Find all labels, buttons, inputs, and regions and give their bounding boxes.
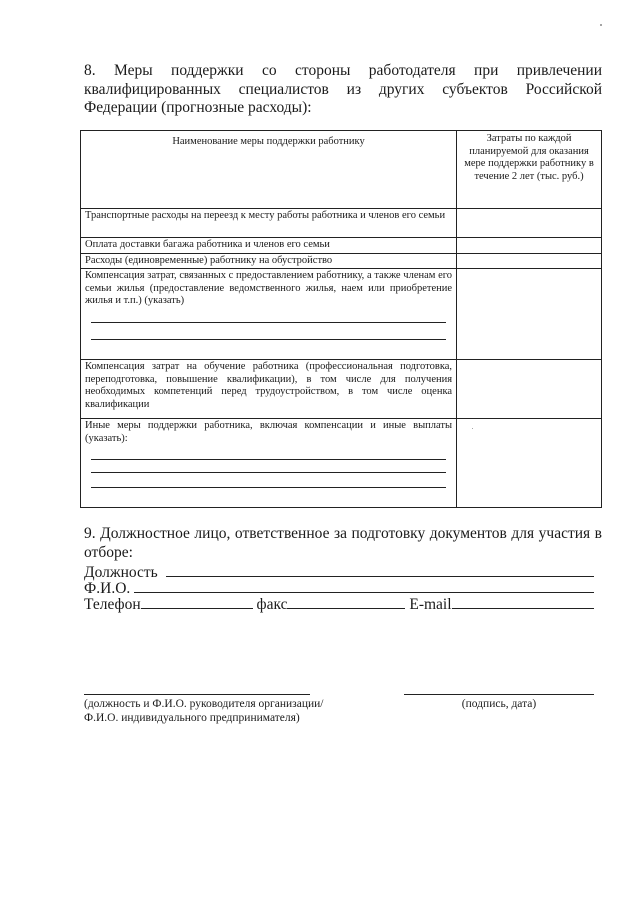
scan-speck bbox=[600, 24, 602, 26]
row-baggage: Оплата доставки багажа работника и членов его семьи bbox=[81, 238, 457, 254]
table-row bbox=[81, 269, 602, 360]
cost-cell[interactable] bbox=[457, 253, 602, 269]
cost-cell[interactable] bbox=[457, 419, 602, 508]
blank-line[interactable] bbox=[91, 449, 446, 460]
email-label: E-mail bbox=[409, 596, 452, 613]
phone-label: Телефон bbox=[84, 596, 141, 613]
fio-label: Ф.И.О. bbox=[84, 580, 131, 597]
row-other bbox=[81, 419, 457, 508]
header-measure-name: Наименование меры поддержки работнику bbox=[81, 131, 457, 209]
row-transport: Транспортные расходы на переезд к месту работы работника и членов его семьи bbox=[81, 209, 457, 238]
table-row bbox=[81, 253, 602, 269]
fax-field[interactable] bbox=[287, 594, 405, 609]
support-measures-table bbox=[80, 130, 602, 508]
row-housing bbox=[81, 269, 457, 360]
table-row bbox=[81, 238, 602, 254]
table-row bbox=[81, 209, 602, 238]
cost-cell[interactable] bbox=[457, 269, 602, 360]
section-9-heading: 9. Должностное лицо, ответственное за подготовку документов для участия в отборе: bbox=[84, 525, 602, 561]
row-housing-text: Компенсация затрат, связанных с предоставлением работнику, а также членам его семьи жилья (предоставление ведомственного жилья, наем или приобретение жилья и т.п.) (указать) bbox=[85, 270, 453, 306]
head-caption: (должность и Ф.И.О. руководителя организации/ Ф.И.О. индивидуального предпринимателя) bbox=[84, 698, 324, 724]
row-other-text: Иные меры поддержки работника, включая компенсации и иные выплаты (указать): bbox=[85, 420, 453, 444]
signature-caption: (подпись, дата) bbox=[461, 698, 537, 710]
head-signature-line[interactable] bbox=[84, 694, 310, 695]
fax-label: факс bbox=[256, 596, 288, 613]
section-8-heading: 8. Меры поддержки со стороны работодателя при привлечении квалифицированных специалистов из других субъектов Российской Федерации (прогнозные расходы): bbox=[84, 62, 602, 116]
blank-line[interactable] bbox=[91, 462, 446, 473]
cost-cell[interactable] bbox=[457, 209, 602, 238]
row-training: Компенсация затрат на обучение работника (профессиональная подготовка, переподготовка, повышение квалификации), в том числе для получения необходимых компетенций перед трудоустройством, в том числе оценка квалификации bbox=[81, 360, 457, 419]
position-label: Должность bbox=[84, 564, 158, 581]
signature-date-line[interactable] bbox=[404, 694, 594, 695]
position-field[interactable] bbox=[166, 562, 594, 577]
phone-field[interactable] bbox=[141, 594, 253, 609]
fio-field[interactable] bbox=[134, 578, 594, 593]
cost-cell[interactable] bbox=[457, 238, 602, 254]
table-header-row bbox=[81, 131, 602, 209]
table-row bbox=[81, 360, 602, 419]
header-costs: Затраты по каждой планируемой для оказания мере поддержки работнику в течение 2 лет (тыс. руб.) bbox=[457, 131, 602, 209]
email-field[interactable] bbox=[452, 594, 594, 609]
row-settling: Расходы (единовременные) работнику на обустройство bbox=[81, 253, 457, 269]
contacts-row bbox=[84, 594, 594, 614]
table-row bbox=[81, 419, 602, 508]
blank-line[interactable] bbox=[91, 329, 446, 340]
cost-cell[interactable] bbox=[457, 360, 602, 419]
blank-line[interactable] bbox=[91, 312, 446, 323]
blank-line[interactable] bbox=[91, 477, 446, 488]
